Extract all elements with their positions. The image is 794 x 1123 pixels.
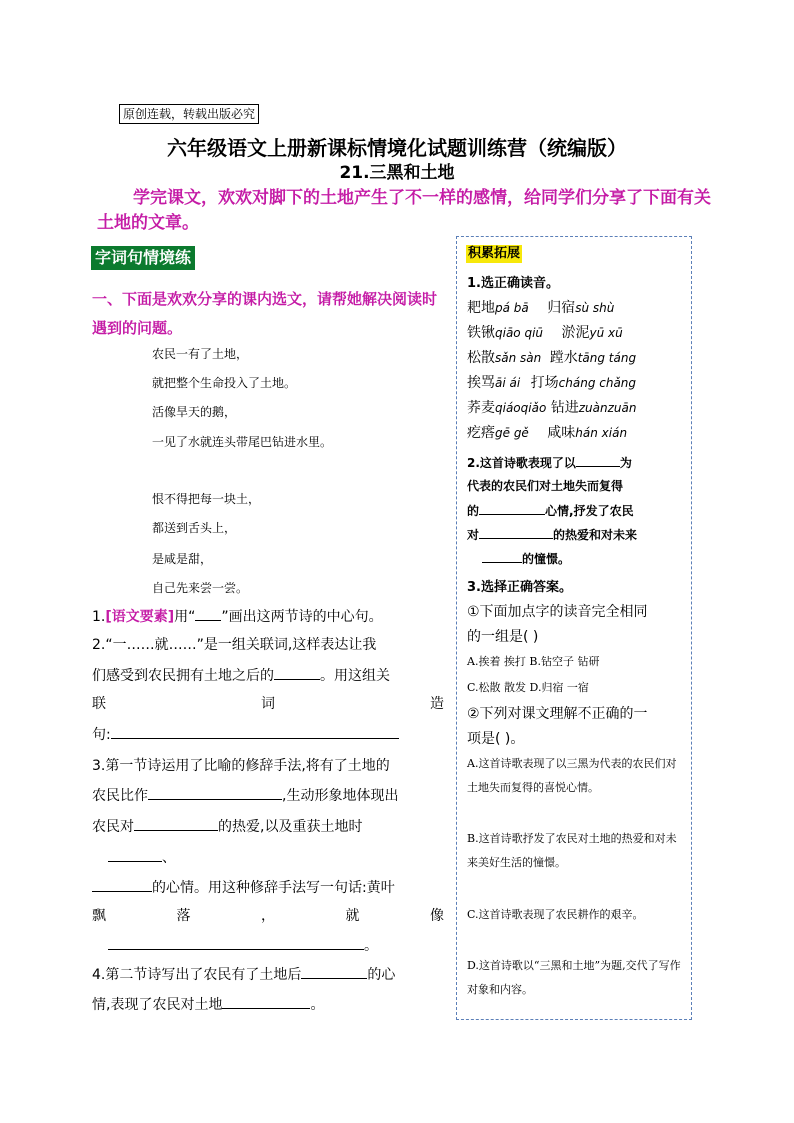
poem-line: 农民一有了土地， — [152, 347, 249, 361]
word: 松散 — [467, 350, 495, 366]
word: 蹚水 — [549, 350, 578, 366]
lesson-title: 21.三黑和土地 — [339, 163, 455, 183]
q3-text: 落 — [176, 908, 191, 924]
q3-line — [92, 814, 442, 839]
q4-text: 。 — [310, 997, 325, 1013]
q2-line — [92, 692, 444, 716]
pinyin-row — [467, 296, 687, 321]
side-q3b-line: 项是( )。 — [467, 731, 525, 747]
section-tag: 字词句情境练 — [91, 246, 195, 270]
word: 铁锹 — [467, 325, 495, 341]
side-q2-text: 的憧憬。 — [522, 552, 571, 566]
side-q2-line: 代表的农民们对土地失而复得 — [467, 479, 624, 493]
side-q2-line — [482, 546, 697, 571]
answer-blank[interactable] — [108, 845, 162, 862]
pinyin-choice[interactable]: gē gě — [495, 426, 529, 440]
pinyin-row — [467, 421, 687, 446]
pinyin-choice[interactable]: sǎn sàn — [495, 351, 542, 365]
q3-line — [92, 875, 442, 900]
q3-text: 农民对 — [92, 819, 134, 835]
copyright-stamp: 原创连载，转载出版必究 — [119, 104, 259, 124]
q2-line — [92, 663, 442, 688]
poem-line: 都送到舌头上， — [152, 521, 237, 535]
pinyin-choice[interactable]: qiáoqiǎo — [495, 401, 547, 415]
q4-text: 的心 — [367, 967, 396, 983]
side-q2-line — [467, 450, 682, 475]
word: 挨骂 — [467, 375, 495, 391]
q1-number: 1. — [92, 609, 106, 625]
pinyin-choice[interactable]: yū xū — [589, 326, 623, 340]
side-q2-line — [467, 522, 682, 547]
intro-text: 学完课文，欢欢对脚下的土地产生了不一样的感情，给同学们分享了下面有关土地的文章。 — [97, 188, 711, 233]
answer-blank[interactable] — [134, 814, 218, 831]
q3-line — [108, 845, 458, 870]
q3-line — [92, 783, 442, 808]
poem-line: 是咸是甜， — [152, 552, 213, 566]
q3-line — [92, 904, 444, 928]
word: 钻进 — [550, 400, 579, 416]
answer-blank[interactable] — [111, 722, 399, 739]
q1-text: 用“ — [174, 609, 196, 625]
word: 淤泥 — [561, 325, 590, 341]
q3-text: 、 — [162, 850, 176, 866]
side-q2-text: 为 — [619, 456, 632, 470]
answer-blank[interactable] — [479, 522, 553, 539]
q4-line — [92, 992, 442, 1017]
pinyin-choice[interactable]: hán xián — [575, 426, 628, 440]
poem-line: 活像旱天的鹅， — [152, 405, 237, 419]
pinyin-row — [467, 396, 687, 421]
poem-line: 自己先来尝一尝。 — [152, 581, 249, 595]
panel-tag: 积累拓展 — [468, 246, 521, 261]
q2-text: 造 — [430, 696, 444, 712]
q4-line — [92, 962, 442, 987]
q2-text: 。用这组关 — [320, 668, 390, 684]
q2-line — [92, 722, 442, 747]
q3-text: ， — [261, 908, 275, 924]
poem-line: 恨不得把每一块土， — [152, 492, 261, 506]
side-q2-text: 2.这首诗歌表现了以 — [467, 456, 576, 470]
side-heading: 1.选正确读音。 — [467, 276, 559, 291]
side-q3a-line: 的一组是( ) — [467, 629, 539, 645]
q2-line: 2.“一……就……”是一组关联词,这样表达让我 — [92, 637, 377, 653]
answer-blank[interactable] — [108, 933, 364, 950]
question-1 — [92, 604, 442, 629]
word: 荞麦 — [467, 400, 495, 416]
q4-text: 4.第二节诗写出了农民有了土地后 — [92, 967, 302, 983]
q1-text: ”画出这两节诗的中心句。 — [221, 609, 383, 625]
option-line: A.挨着 挨打 B.钻空子 钻研 — [467, 655, 600, 668]
q3-text: 像 — [430, 908, 444, 924]
answer-blank[interactable] — [222, 992, 310, 1009]
word: 归宿 — [547, 300, 576, 316]
pinyin-row — [467, 371, 687, 396]
pinyin-choice[interactable]: tāng táng — [577, 351, 637, 365]
answer-blank[interactable] — [482, 546, 522, 563]
q3-text: 农民比作 — [92, 788, 148, 804]
q2-text: 句: — [92, 727, 111, 743]
q3-text: 的心情。用这种修辞手法写一句话:黄叶 — [152, 880, 395, 896]
answer-blank[interactable] — [274, 663, 320, 680]
q3-text: ,生动形象地体现出 — [282, 788, 399, 804]
side-q2-text: 的 — [467, 504, 480, 518]
option-item: D.这首诗歌以“三黑和土地”为题,交代了写作对象和内容。 — [467, 959, 681, 996]
option-item: A.这首诗歌表现了以三黑为代表的农民们对土地失而复得的喜悦心情。 — [467, 757, 677, 794]
q3-text: 飘 — [92, 908, 106, 924]
answer-blank[interactable] — [576, 450, 620, 467]
pinyin-row — [467, 346, 687, 371]
option-line: C.松散 散发 D.归宿 一宿 — [467, 681, 589, 694]
q2-text: 联 — [92, 696, 106, 712]
poem-line: 就把整个生命投入了土地。 — [152, 376, 297, 390]
pinyin-choice[interactable]: qiāo qiū — [495, 326, 544, 340]
pinyin-row — [467, 321, 687, 346]
side-heading: 3.选择正确答案。 — [467, 580, 572, 595]
q3-line: 3.第一节诗运用了比喻的修辞手法,将有了土地的 — [92, 758, 390, 774]
page-title: 六年级语文上册新课标情境化试题训练营（统编版） — [167, 136, 627, 160]
answer-blank[interactable] — [148, 783, 282, 800]
poem-line: 一见了水就连头带尾巴钻进水里。 — [152, 435, 333, 449]
side-q2-line — [467, 498, 682, 523]
pinyin-choice[interactable]: sù shù — [575, 301, 615, 315]
pinyin-choice[interactable]: cháng chǎng — [558, 376, 637, 390]
q4-text: 情,表现了农民对土地 — [92, 997, 223, 1013]
side-q3a-line: ①下面加点字的读音完全相同 — [467, 604, 648, 620]
option-item: C.这首诗歌表现了农民耕作的艰辛。 — [467, 908, 644, 921]
question-heading: 一、下面是欢欢分享的课内选文，请帮她解决阅读时遇到的问题。 — [92, 290, 438, 337]
q2-text: 词 — [261, 696, 275, 712]
answer-blank[interactable] — [479, 498, 545, 515]
word: 打场 — [530, 375, 559, 391]
pinyin-choice[interactable]: āi ái — [495, 376, 521, 390]
pinyin-choice[interactable]: zuànzuān — [578, 401, 637, 415]
side-q3b-line: ②下列对课文理解不正确的一 — [467, 706, 648, 722]
answer-blank[interactable] — [92, 875, 152, 892]
word: 疙瘩 — [467, 425, 495, 441]
option-item: B.这首诗歌抒发了农民对土地的热爱和对未来美好生活的憧憬。 — [467, 832, 677, 869]
side-q2-text: 心情,抒发了农民 — [545, 504, 634, 518]
side-q2-text: 对 — [467, 528, 480, 542]
q3-text: 就 — [345, 908, 360, 924]
answer-blank[interactable] — [301, 962, 367, 979]
word: 咸味 — [547, 425, 576, 441]
answer-blank[interactable] — [195, 604, 221, 621]
q1-tag: [语文要素] — [105, 609, 175, 625]
side-q2-text: 的热爱和对未来 — [553, 528, 638, 542]
q3-text: 。 — [364, 938, 378, 954]
pinyin-choice[interactable]: pá bā — [495, 301, 529, 315]
q3-line — [108, 933, 458, 958]
word: 耙地 — [467, 300, 495, 316]
q3-text: 的热爱,以及重获土地时 — [218, 819, 363, 835]
q2-text: 们感受到农民拥有土地之后的 — [92, 668, 274, 684]
